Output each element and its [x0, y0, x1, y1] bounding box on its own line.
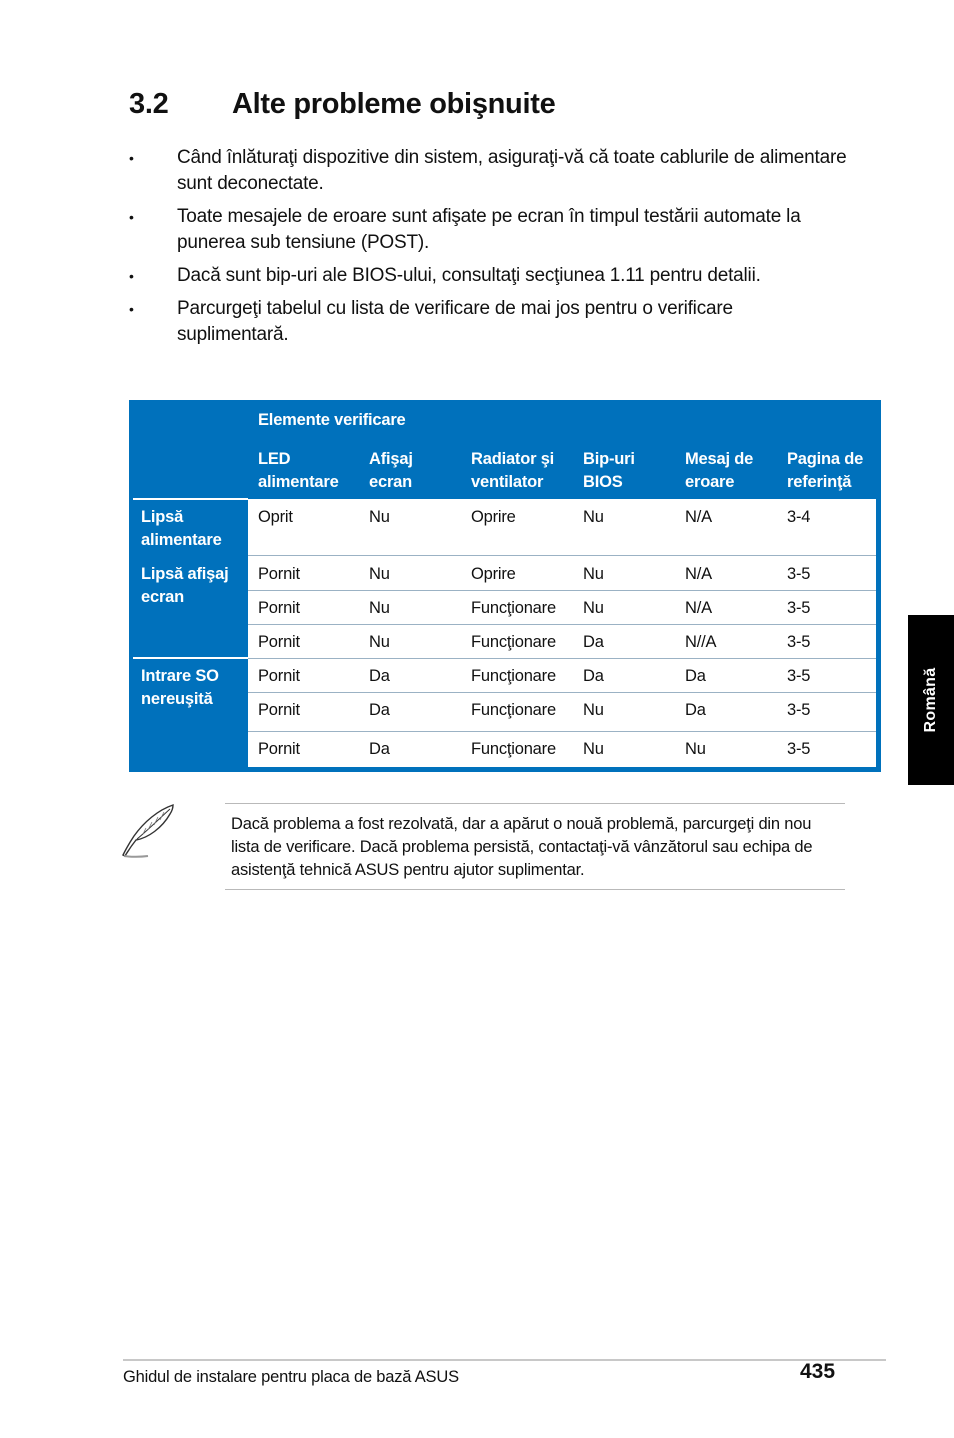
page-number: 435	[800, 1360, 836, 1383]
note-text: Dacă problema a fost rezolvată, dar a apărut o nouă problemă, parcurgeţi din nou lista de verificare. Dacă problema persistă, contactaţi-vă vânzătorul sau echipa de asistenţă tehnică ASUS pentru ajutor suplimentar.	[231, 815, 813, 879]
row-group-label: Lipsă afişaj ecran	[141, 565, 229, 606]
column-header: Bip-uri BIOS	[583, 450, 635, 491]
table-divider	[133, 498, 248, 500]
row-divider	[248, 555, 876, 556]
section-title: Alte probleme obişnuite	[232, 88, 556, 120]
row-divider	[248, 692, 876, 693]
row-group-label: Intrare SO nereuşită	[141, 667, 219, 708]
column-header: Afişaj ecran	[369, 450, 413, 491]
row-divider	[248, 624, 876, 625]
bullet-marker: •	[129, 301, 134, 317]
row-divider	[248, 590, 876, 591]
table-divider	[133, 657, 248, 659]
footer-text: Ghidul de instalare pentru placa de bază ASUS	[123, 1368, 459, 1386]
list-item: • Parcurgeţi tabelul cu lista de verificare de mai jos pentru o verificare suplimentară.	[129, 298, 733, 345]
footer-rule	[123, 1359, 886, 1361]
note-bottom-rule	[225, 889, 845, 890]
section-number: 3.2	[129, 88, 169, 120]
column-header: Pagina de referinţă	[787, 450, 864, 491]
bullet-list	[129, 145, 849, 355]
table-group-title: Elemente verificare	[258, 411, 406, 429]
column-header: Mesaj de eroare	[685, 450, 754, 491]
bullet-marker: •	[129, 268, 134, 284]
section-heading	[129, 88, 555, 121]
row-divider	[248, 658, 876, 659]
column-header: LED alimentare	[258, 450, 339, 491]
list-item: • Toate mesajele de eroare sunt afişate pe ecran în timpul testării automate la punerea sub tensiune (POST).	[129, 206, 801, 253]
feather-pen-icon	[118, 802, 178, 860]
list-item: • Dacă sunt bip-uri ale BIOS-ului, consultaţi secţiunea 1.11 pentru detalii.	[129, 263, 849, 289]
column-header: Radiator şi ventilator	[471, 450, 555, 491]
table-body: Oprit Nu Oprire Nu N/A 3-4 Pornit Nu Oprire Nu N/A 3-5 Pornit Nu Funcţionare Nu N/A 3-5 Pornit Nu Funcţionare Da N//A 3-5 Pornit Da Funcţionare Da Da 3-5 Pornit Da Funcţionare Nu Da 3-5 Pornit Da Funcţionare Nu Nu 3-5	[248, 499, 876, 767]
list-item: • Când înlăturaţi dispozitive din sistem, asiguraţi-vă că toate cablurile de alimentare sunt deconectate.	[129, 147, 847, 194]
bullet-marker: •	[129, 209, 134, 225]
checklist-table	[129, 400, 881, 772]
bullet-marker: •	[129, 150, 134, 166]
row-group-label: Lipsă alimentare	[141, 508, 222, 549]
row-divider	[248, 731, 876, 732]
note-top-rule	[225, 803, 845, 804]
language-tab-label: Română	[922, 667, 939, 733]
